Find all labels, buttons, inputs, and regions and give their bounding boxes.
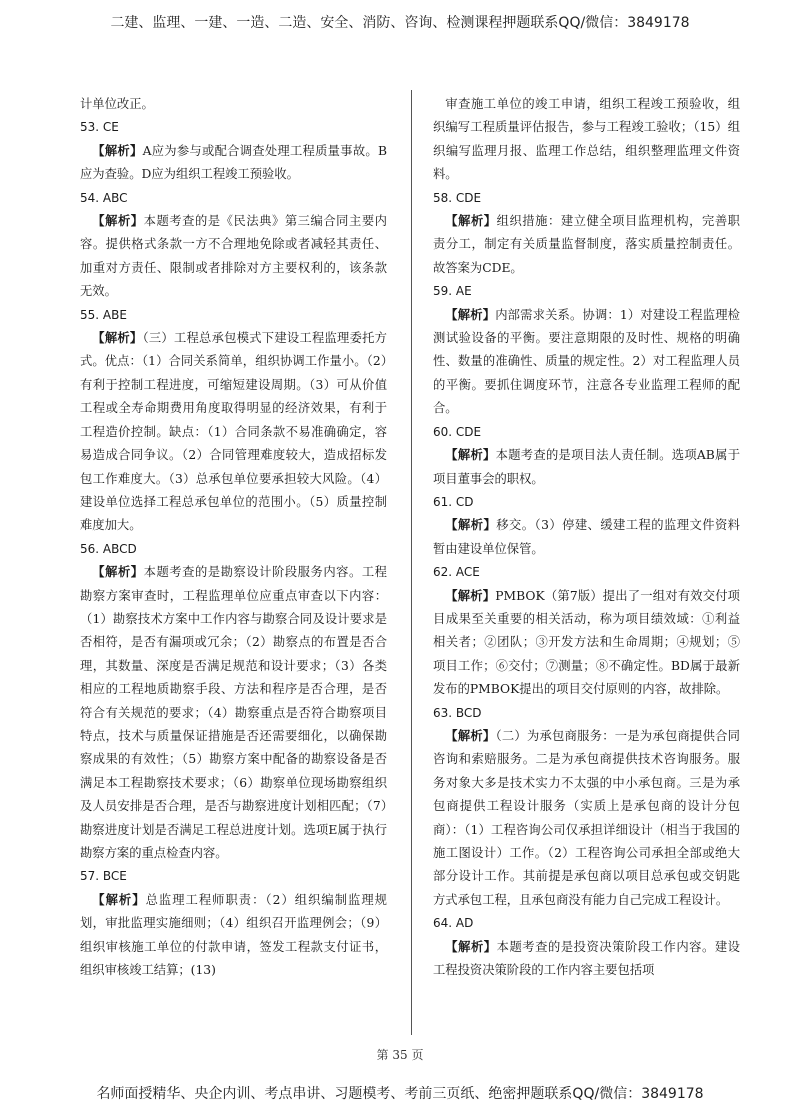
analysis-tag: 【解析】 bbox=[445, 214, 497, 229]
answer-53: 53. CE bbox=[80, 120, 119, 135]
analysis-61 bbox=[433, 514, 740, 561]
answer-61: 61. CD bbox=[433, 494, 474, 509]
analysis-text: A应为参与或配合调查处理工程质量事故。B应为查验。D应为组织工程竣工预验收。 bbox=[80, 143, 387, 182]
analysis-56 bbox=[80, 561, 387, 865]
analysis-60 bbox=[433, 444, 740, 491]
analysis-text: PMBOK（第7版）提出了一组对有效交付项目成果至关重要的相关活动，称为项目绩效域：①利益相关者；②团队；③开发方法和生命周期；④规划；⑤项目工作；⑥交付；⑦测量；⑧不确定性。BD属于最新发布的PMBOK提出的项目交付原则的内容，故排除。 bbox=[433, 588, 740, 697]
analysis-tag: 【解析】 bbox=[92, 143, 143, 158]
analysis-tag: 【解析】 bbox=[445, 448, 496, 463]
answer-59: 59. AE bbox=[433, 284, 472, 299]
analysis-text: 本题考查的是勘察设计阶段服务内容。工程勘察方案审查时，工程监理单位应重点审查以下内容：（1）勘察技术方案中工作内容与勘察合同及设计要求是否相符，是否有漏项或冗余；（2）勘察点的布置是否合理，其数量、深度是否满足规范和设计要求；（3）各类相应的工程地质勘察手段、方法和程序是否合理，是否符合有关规范的要求；（4）勘察重点是否符合勘察项目特点，技术与质量保证措施是否还需要细化，以确保勘察成果的有效性；（5）勘察方案中配备的勘察设备是否满足本工程勘察技术要求；（6）勘察单位现场勘察组织及人员安排是否合理，是否与勘察进度计划相匹配；（7）勘察进度计划是否满足工程总进度计划。选项E属于执行勘察方案的重点检查内容。 bbox=[80, 565, 387, 860]
analysis-text: 本题考查的是《民法典》第三编合同主要内容。提供格式条款一方不合理地免除或者减轻其责任、加重对方责任、限制或者排除对方主要权利的，该条款无效。 bbox=[80, 214, 387, 299]
analysis-55 bbox=[80, 327, 387, 538]
answer-56: 56. ABCD bbox=[80, 541, 137, 556]
analysis-54 bbox=[80, 210, 387, 304]
left-lead-text: 计单位改正。 bbox=[80, 97, 154, 111]
analysis-text: （三）工程总承包模式下建设工程监理委托方式。优点：（1）合同关系简单，组织协调工作量小。（2）有利于控制工程进度，可缩短建设周期。（3）可从价值工程或全寿命期费用角度取得明显的经济效果，有利于工程造价控制。缺点：（1）合同条款不易准确确定，容易造成合同争议。（2）合同管理难度较大，造成招标发包工作难度大。（3）总承包单位要承担较大风险。（4）建设单位选择工程总承包单位的范围小。（5）质量控制难度加大。 bbox=[80, 331, 387, 533]
answer-55: 55. ABE bbox=[80, 307, 127, 322]
analysis-tag: 【解析】 bbox=[445, 728, 496, 743]
answer-58: 58. CDE bbox=[433, 190, 482, 205]
analysis-tag: 【解析】 bbox=[92, 565, 144, 580]
analysis-text: 组织措施：建立健全项目监理机构，完善职责分工，制定有关质量监督制度，落实质量控制责任。故答案为CDE。 bbox=[433, 214, 740, 275]
right-column bbox=[433, 93, 740, 982]
analysis-text: （二）为承包商服务：一是为承包商提供合同咨询和索赔服务。二是为承包商提供技术咨询服务。服务对象大多是技术实力不太强的中小承包商。三是为承包商提供工程设计服务（实质上是承包商的设计分包商）：（1）工程咨询公司仅承担详细设计（相当于我国的施工图设计）工作。（2）工程咨询公司承担全部或绝大部分设计工作。其前提是承包商以项目总承包或交钥匙方式承包工程，且承包商没有能力自己完成工程设计。 bbox=[433, 728, 740, 907]
left-column bbox=[80, 93, 387, 982]
analysis-text: 移交。（3）停建、缓建工程的监理文件资料暂由建设单位保管。 bbox=[433, 518, 740, 556]
analysis-59 bbox=[433, 304, 740, 421]
analysis-tag: 【解析】 bbox=[445, 518, 497, 533]
page-number: 第 35 页 bbox=[376, 1048, 424, 1062]
analysis-text: 内部需求关系。协调：1）对建设工程监理检测试验设备的平衡。要注意期限的及时性、规格的明确性、数量的准确性、质量的规定性。2）对工程监理人员的平衡。要抓住调度环节，注意各专业监理工程师的配合。 bbox=[433, 307, 740, 416]
analysis-63 bbox=[433, 725, 740, 912]
analysis-tag: 【解析】 bbox=[92, 892, 146, 907]
analysis-64 bbox=[433, 936, 740, 983]
answer-64: 64. AD bbox=[433, 916, 474, 931]
analysis-62 bbox=[433, 585, 740, 702]
right-lead-text: 审查施工单位的竣工申请，组织工程竣工预验收，组织编写工程质量评估报告，参与工程竣工验收；（15）组织编写监理月报、监理工作总结，组织整理监理文件资料。 bbox=[433, 97, 740, 182]
analysis-57 bbox=[80, 889, 387, 983]
answer-63: 63. BCD bbox=[433, 705, 482, 720]
analysis-text: 本题考查的是投资决策阶段工作内容。建设工程投资决策阶段的工作内容主要包括项 bbox=[433, 939, 740, 978]
analysis-tag: 【解析】 bbox=[445, 939, 497, 954]
analysis-53 bbox=[80, 140, 387, 187]
analysis-58 bbox=[433, 210, 740, 280]
page-footer: 名师面授精华、央企内训、考点串讲、习题模考、考前三页纸、绝密押题联系QQ/微信：3849178 bbox=[96, 1086, 704, 1102]
page-header: 二建、监理、一建、一造、二造、安全、消防、咨询、检测课程押题联系QQ/微信：3849178 bbox=[110, 15, 690, 31]
analysis-tag: 【解析】 bbox=[445, 588, 496, 603]
column-divider bbox=[411, 90, 412, 1035]
analysis-text: 本题考查的是项目法人责任制。选项AB属于项目董事会的职权。 bbox=[433, 448, 740, 486]
answer-57: 57. BCE bbox=[80, 869, 127, 884]
answer-54: 54. ABC bbox=[80, 190, 128, 205]
analysis-tag: 【解析】 bbox=[445, 307, 496, 322]
analysis-tag: 【解析】 bbox=[92, 214, 144, 229]
answer-62: 62. ACE bbox=[433, 565, 480, 580]
analysis-text: 总监理工程师职责：（2）组织编制监理规划，审批监理实施细则；（4）组织召开监理例会；（9）组织审核施工单位的付款申请，签发工程款支付证书，组织审核竣工结算；(13) bbox=[80, 892, 387, 978]
analysis-tag: 【解析】 bbox=[92, 331, 143, 346]
answer-60: 60. CDE bbox=[433, 424, 482, 439]
